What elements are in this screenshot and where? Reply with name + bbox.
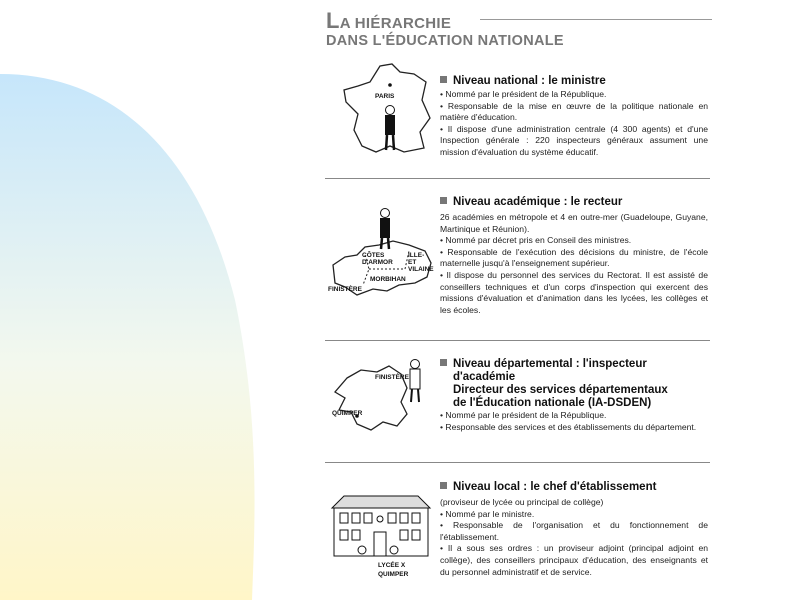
section-heading-national: Niveau national : le ministre bbox=[440, 75, 606, 88]
section-body-local: (proviseur de lycée ou principal de collège) • Nommé par le ministre. • Responsable de l'organisation et du fonctionnement de l'établissement. • Il a sous ses ordres : un proviseur adjoint (principal adjoint en collège), des conseillers principaux d'éducation, des enseignants et du personnel administratif et de service. bbox=[440, 497, 708, 577]
section-body-academic: 26 académies en métropole et 4 en outre-mer (Guadeloupe, Guyane, Martinique et Réunion). • Nommé par décret pris en Conseil des ministres. • Responsable de l'exécution des décisions du ministre, de l'école maternelle jusqu'à l'enseignement supérieur. • Il dispose du personnel des services du Rectorat. Il est assisté de conseillers techniques et d'un corps d'inspection qui exercent des missions d'évaluation et d'animation dans les lycées, les collèges et les écoles. bbox=[440, 212, 708, 315]
map-label-paris: PARIS bbox=[375, 93, 395, 100]
section-divider bbox=[325, 340, 710, 341]
minister-figure-icon bbox=[385, 106, 395, 151]
section-divider bbox=[325, 462, 710, 463]
bullet-square-icon bbox=[440, 482, 447, 489]
map-label-lycee: LYCÉE X bbox=[378, 562, 406, 569]
map-label-ille-et-vilaine: ILLE- ET VILAINE bbox=[408, 252, 434, 273]
bullet-square-icon bbox=[440, 76, 447, 83]
school-building-illustration bbox=[328, 486, 433, 561]
page-title-line2: DANS L'ÉDUCATION NATIONALE bbox=[326, 33, 564, 49]
bullet-square-icon bbox=[440, 197, 447, 204]
map-label-finistere: FINISTÈRE bbox=[328, 286, 362, 293]
title-rule bbox=[480, 19, 712, 20]
section-body-national: • Nommé par le président de la République. • Responsable de la mise en œuvre de la politique nationale en matière d'éducation. • Il dispose d'une administration centrale (4 300 agents) et d'une Inspection générale : 220 inspecteurs généraux assument une mission d'évaluation du système éducatif. bbox=[440, 89, 708, 157]
section-body-departmental: • Nommé par le président de la République. • Responsable des services et des établissements du département. bbox=[440, 410, 697, 432]
bullet-square-icon bbox=[440, 359, 447, 366]
page-title-line1: LA HIÉRARCHIE bbox=[326, 8, 452, 33]
section-heading-departmental: Niveau départemental : l'inspecteur d'académie Directeur des services départementaux de l'Éducation nationale (IA-DSDEN) bbox=[440, 358, 668, 410]
section-heading-academic: Niveau académique : le recteur bbox=[440, 196, 622, 209]
map-label-morbihan: MORBIHAN bbox=[370, 276, 406, 283]
france-map-illustration bbox=[340, 60, 435, 160]
map-label-finistere: FINISTÈRE bbox=[375, 374, 409, 381]
section-divider bbox=[325, 178, 710, 179]
map-label-cotes-darmor: CÔTES D'ARMOR bbox=[362, 252, 393, 266]
map-label-quimper: QUIMPER bbox=[332, 410, 363, 417]
map-label-quimper: QUIMPER bbox=[378, 571, 409, 578]
document-page bbox=[322, 0, 722, 600]
finistere-map-illustration bbox=[327, 352, 437, 442]
inspector-figure-icon bbox=[410, 360, 420, 403]
section-heading-local: Niveau local : le chef d'établissement bbox=[440, 481, 656, 494]
